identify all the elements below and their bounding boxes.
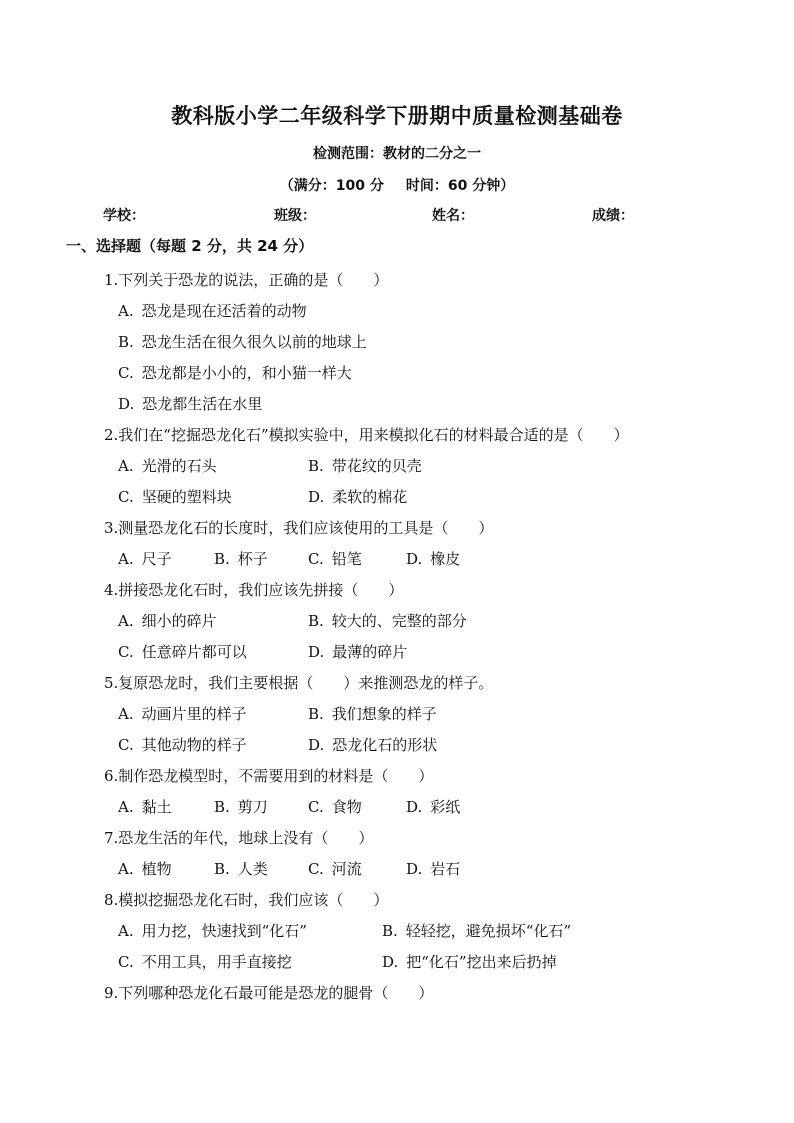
question-list xyxy=(104,265,744,1009)
option-text: 橡皮 xyxy=(430,550,461,568)
option-row xyxy=(104,730,744,761)
option-key: D. xyxy=(308,643,325,661)
option-d xyxy=(406,792,460,823)
option-text: 不用工具，用手直接挖 xyxy=(141,953,292,971)
option-a xyxy=(118,792,172,823)
option-text: 把“化石”挖出来后扔掉 xyxy=(406,953,557,971)
option-a xyxy=(118,451,217,482)
option-key: B. xyxy=(308,705,324,723)
option-text: 带花纹的贝壳 xyxy=(331,457,422,475)
option-text: 恐龙是现在还活着的动物 xyxy=(141,302,307,320)
option-text: 恐龙化石的形状 xyxy=(332,736,438,754)
option-d xyxy=(382,947,557,978)
option-text: 食物 xyxy=(331,798,362,816)
option-row xyxy=(104,792,744,823)
question-2: 2.我们在“挖掘恐龙化石”模拟实验中，用来模拟化石的材料最合适的是（ ） xyxy=(104,426,629,444)
exam-scope: 检测范围：教材的二分之一 xyxy=(313,146,481,162)
name-label: 姓名： xyxy=(432,208,474,224)
option-d xyxy=(118,389,262,420)
option-text: 恐龙都是小小的，和小猫一样大 xyxy=(141,364,352,382)
option-row xyxy=(104,451,744,482)
option-key: C. xyxy=(308,798,324,816)
option-key: A. xyxy=(118,798,134,816)
exam-meta xyxy=(0,175,794,195)
option-row xyxy=(104,699,744,730)
school-label: 学校： xyxy=(103,208,145,224)
option-d xyxy=(406,854,460,885)
option-key: C. xyxy=(308,550,324,568)
page-title: 教科版小学二年级科学下册期中质量检测基础卷 xyxy=(171,104,623,128)
option-text: 轻轻挖，避免损坏“化石” xyxy=(405,922,572,940)
option-text: 尺子 xyxy=(141,550,172,568)
option-key: C. xyxy=(118,488,134,506)
option-text: 细小的碎片 xyxy=(141,612,217,630)
option-text: 我们想象的样子 xyxy=(331,705,437,723)
option-b xyxy=(214,544,268,575)
option-c xyxy=(118,482,232,513)
option-text: 柔软的棉花 xyxy=(332,488,408,506)
option-text: 任意碎片都可以 xyxy=(141,643,247,661)
question-6: 6.制作恐龙模型时，不需要用到的材料是（ ） xyxy=(104,767,434,785)
question-1: 1.下列关于恐龙的说法，正确的是（ ） xyxy=(104,271,389,289)
exam-time: 时间：60 分钟） xyxy=(405,178,515,194)
option-text: 恐龙都生活在水里 xyxy=(142,395,263,413)
option-row xyxy=(104,296,744,327)
option-key: B. xyxy=(214,550,230,568)
option-b xyxy=(382,916,571,947)
option-c xyxy=(118,358,352,389)
option-text: 河流 xyxy=(331,860,362,878)
option-key: D. xyxy=(308,488,325,506)
option-text: 剪刀 xyxy=(237,798,268,816)
option-text: 黏土 xyxy=(141,798,172,816)
option-b xyxy=(118,327,367,358)
option-key: D. xyxy=(382,953,399,971)
option-key: A. xyxy=(118,860,134,878)
option-a xyxy=(118,606,217,637)
option-key: A. xyxy=(118,705,134,723)
question-3: 3.测量恐龙化石的长度时，我们应该使用的工具是（ ） xyxy=(104,519,494,537)
option-d xyxy=(308,730,437,761)
option-key: A. xyxy=(118,612,134,630)
question-9: 9.下列哪种恐龙化石最可能是恐龙的腿骨（ ） xyxy=(104,984,434,1002)
option-d xyxy=(406,544,460,575)
option-text: 较大的、完整的部分 xyxy=(331,612,467,630)
option-row xyxy=(104,482,744,513)
option-text: 光滑的石头 xyxy=(141,457,217,475)
option-key: D. xyxy=(406,550,423,568)
option-key: B. xyxy=(118,333,134,351)
option-key: B. xyxy=(214,860,230,878)
option-key: A. xyxy=(118,922,134,940)
option-c xyxy=(308,792,362,823)
option-key: C. xyxy=(118,953,134,971)
option-row xyxy=(104,854,744,885)
option-row xyxy=(104,916,744,947)
option-b xyxy=(214,792,268,823)
option-text: 人类 xyxy=(237,860,268,878)
option-text: 动画片里的样子 xyxy=(141,705,247,723)
option-key: B. xyxy=(308,612,324,630)
option-row xyxy=(104,389,744,420)
option-text: 恐龙生活在很久很久以前的地球上 xyxy=(141,333,367,351)
question-7: 7.恐龙生活的年代，地球上没有（ ） xyxy=(104,829,374,847)
option-c xyxy=(118,730,247,761)
option-text: 岩石 xyxy=(430,860,461,878)
option-key: B. xyxy=(308,457,324,475)
option-row xyxy=(104,358,744,389)
option-b xyxy=(308,451,422,482)
option-row xyxy=(104,637,744,668)
option-text: 植物 xyxy=(141,860,172,878)
option-key: B. xyxy=(214,798,230,816)
option-key: A. xyxy=(118,457,134,475)
section-title: 一、选择题（每题 2 分，共 24 分） xyxy=(66,237,314,255)
option-row xyxy=(104,544,744,575)
option-a xyxy=(118,296,307,327)
option-key: B. xyxy=(382,922,398,940)
option-c xyxy=(118,637,247,668)
option-c xyxy=(308,544,362,575)
option-row xyxy=(104,327,744,358)
option-b xyxy=(214,854,268,885)
option-c xyxy=(118,947,292,978)
option-key: C. xyxy=(118,736,134,754)
option-d xyxy=(308,482,407,513)
grade-label: 成绩： xyxy=(592,208,634,224)
full-score: （满分：100 分 xyxy=(279,178,384,194)
option-key: A. xyxy=(118,302,134,320)
option-key: D. xyxy=(406,860,423,878)
option-a xyxy=(118,699,247,730)
option-key: D. xyxy=(406,798,423,816)
option-d xyxy=(308,637,407,668)
class-label: 班级： xyxy=(274,208,316,224)
option-key: D. xyxy=(308,736,325,754)
option-key: C. xyxy=(118,364,134,382)
option-key: C. xyxy=(308,860,324,878)
option-a xyxy=(118,544,172,575)
question-4: 4.拼接恐龙化石时，我们应该先拼接（ ） xyxy=(104,581,404,599)
option-a xyxy=(118,854,172,885)
option-row xyxy=(104,606,744,637)
option-text: 杯子 xyxy=(237,550,268,568)
option-text: 其他动物的样子 xyxy=(141,736,247,754)
option-key: A. xyxy=(118,550,134,568)
question-5: 5.复原恐龙时，我们主要根据（ ）来推测恐龙的样子。 xyxy=(104,674,494,692)
option-row xyxy=(104,947,744,978)
student-info-row xyxy=(0,205,794,227)
option-text: 坚硬的塑料块 xyxy=(141,488,232,506)
option-a xyxy=(118,916,307,947)
option-key: D. xyxy=(118,395,135,413)
option-text: 彩纸 xyxy=(430,798,461,816)
option-text: 最薄的碎片 xyxy=(332,643,408,661)
option-key: C. xyxy=(118,643,134,661)
option-b xyxy=(308,699,437,730)
option-text: 用力挖，快速找到“化石” xyxy=(141,922,307,940)
option-c xyxy=(308,854,362,885)
question-8: 8.模拟挖掘恐龙化石时，我们应该（ ） xyxy=(104,891,389,909)
option-text: 铅笔 xyxy=(331,550,362,568)
option-b xyxy=(308,606,467,637)
